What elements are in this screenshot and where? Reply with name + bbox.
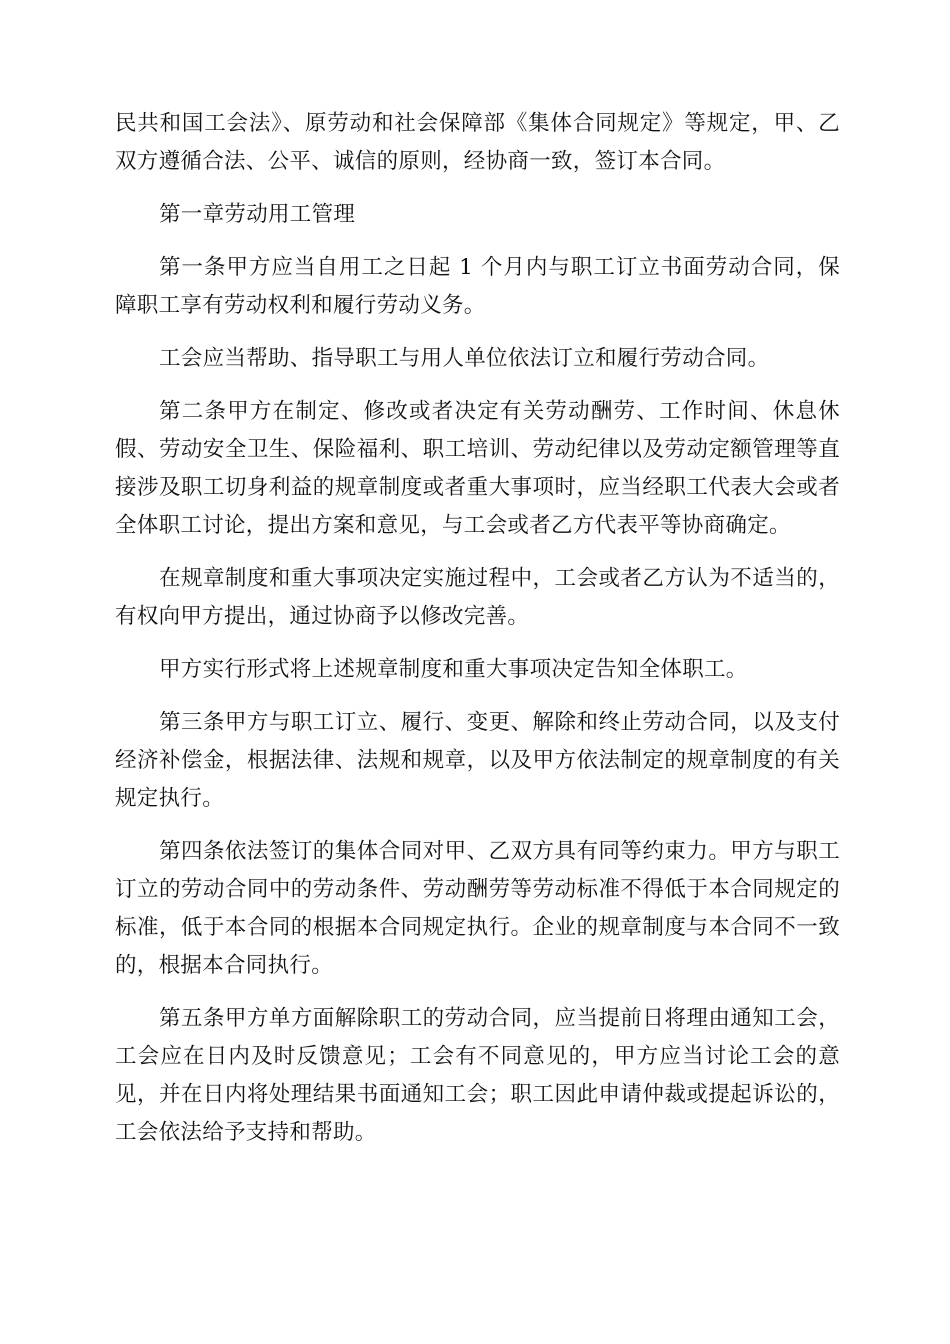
paragraph-union-guidance: 工会应当帮助、指导职工与用人单位依法订立和履行劳动合同。 xyxy=(159,346,770,371)
document-body xyxy=(115,105,840,1167)
paragraph-article-5: 第五条甲方单方面解除职工的劳动合同，应当提前日将理由通知工会，工会应在日内及时反馈意见；工会有不同意见的，甲方应当讨论工会的意见，并在日内将处理结果书面通知工会；职工因此申请仲裁或提起诉讼的，工会依法给予支持和帮助。 xyxy=(115,1006,840,1145)
paragraph-article-1: 第一条甲方应当自用工之日起 1 个月内与职工订立书面劳动合同，保障职工享有劳动权利和履行劳动义务。 xyxy=(115,255,840,318)
chapter-heading: 第一章劳动用工管理 xyxy=(159,202,356,227)
paragraph-article-2: 第二条甲方在制定、修改或者决定有关劳动酬劳、工作时间、休息休假、劳动安全卫生、保险福利、职工培训、劳动纪律以及劳动定额管理等直接涉及职工切身利益的规章制度或者重大事项时，应当经职工代表大会或者全体职工讨论，提出方案和意见，与工会或者乙方代表平等协商确定。 xyxy=(115,399,840,538)
paragraph-article-4: 第四条依法签订的集体合同对甲、乙双方具有同等约束力。甲方与职工订立的劳动合同中的劳动条件、劳动酬劳等劳动标准不得低于本合同规定的标准，低于本合同的根据本合同规定执行。企业的规章制度与本合同不一致的，根据本合同执行。 xyxy=(115,839,840,978)
paragraph-rules-notice: 甲方实行形式将上述规章制度和重大事项决定告知全体职工。 xyxy=(159,657,748,682)
paragraph-article-3: 第三条甲方与职工订立、履行、变更、解除和终止劳动合同，以及支付经济补偿金，根据法律、法规和规章，以及甲方依法制定的规章制度的有关规定执行。 xyxy=(115,710,840,811)
paragraph-rules-revision: 在规章制度和重大事项决定实施过程中，工会或者乙方认为不适当的，有权向甲方提出，通过协商予以修改完善。 xyxy=(115,566,840,629)
paragraph-continuation: 民共和国工会法》、原劳动和社会保障部《集体合同规定》等规定，甲、乙双方遵循合法、公平、诚信的原则，经协商一致，签订本合同。 xyxy=(115,111,840,174)
